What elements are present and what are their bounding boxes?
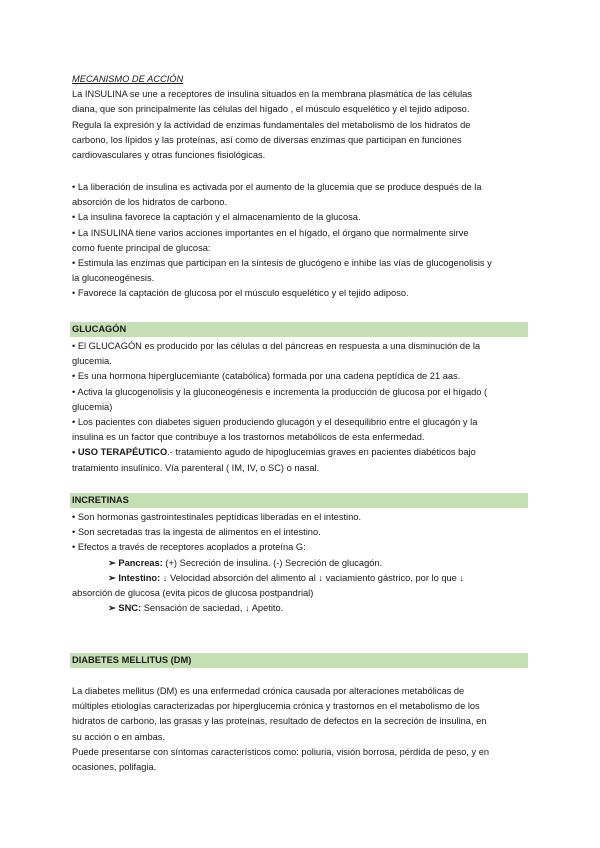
glucagon-line: • Activa la glucogenolisis y la gluconeogénesis e incrementa la producción de glucosa por el hígado ( [72, 386, 488, 397]
pancreas-text: (+) Secreción de insulina. (-) Secreción de glucagón. [162, 557, 383, 568]
snc-label: ➢ SNC: [108, 603, 142, 614]
bullet-line: como fuente principal de glucosa: [72, 242, 211, 253]
diabetes-section [72, 684, 528, 775]
mecanismo-line: La INSULINA se une a receptores de insulina situados en la membrana plasmática de las células [72, 89, 472, 100]
glucagon-title: GLUCAGÓN [72, 324, 127, 334]
incretinas-line: • Efectos a través de receptores acoplados a proteína G: [72, 542, 306, 553]
bullet-line: absorción de los hidratos de carbono. [72, 197, 228, 208]
glucagon-line: insulina es un factor que contribuye a los trastornos metabólicos de esta enfermedad. [72, 432, 425, 443]
pancreas-label: ➢ Pancreas: [108, 557, 163, 568]
mecanismo-line: diana, que son principalmente las células del hígado , el músculo esquelético y el tejido adiposo. [72, 104, 470, 115]
glucagon-line: glucemia. [72, 356, 112, 367]
mecanismo-bullets [72, 180, 528, 302]
glucagon-line: • Es una hormona hiperglucemiante (catabólica) formada por una cadena peptídica de 21 aas. [72, 371, 461, 382]
glucagon-heading-band [70, 322, 528, 337]
mecanismo-section [72, 72, 528, 163]
glucagon-line: glucemia) [72, 401, 113, 412]
diabetes-line: La diabetes mellitus (DM) es una enfermedad crónica causada por alteraciones metabólicas de [72, 686, 465, 696]
mecanismo-title: MECANISMO DE ACCIÓN [72, 74, 184, 84]
bullet-line: • La insulina favorece la captación y el almacenamiento de la glucosa. [72, 212, 361, 223]
snc-line [72, 601, 528, 616]
diabetes-title: DIABETES MELLITUS (DM) [72, 655, 192, 665]
intestino-line [72, 571, 528, 586]
diabetes-line: Puede presentarse con síntomas característicos como: poliuria, visión borrosa, pérdida de peso, y en [72, 746, 490, 757]
snc-text: Sensación de saciedad, ↓ Apetito. [141, 603, 284, 614]
incretinas-line: • Son secretadas tras la ingesta de alimentos en el intestino. [72, 527, 321, 538]
incretinas-section [72, 510, 528, 616]
diabetes-line: múltiples etiologías caracterizadas por hiperglucemia crónica y trastornos en el metabolismo de los [72, 701, 480, 712]
bullet-line: • La INSULINA tiene varios acciones importantes en el hígado, el órgano que normalmente sirve [72, 227, 469, 238]
glucagon-line: • Los pacientes con diabetes siguen produciendo glucagón y el desequilibrio entre el glucagón y la [72, 417, 478, 428]
uso-terapeutico-line [72, 445, 528, 460]
diabetes-line: ocasiones, polifagia. [72, 762, 157, 773]
glucagon-line: tratamiento insulínico. Vía parenteral ( IM, IV, o SC) o nasal. [72, 462, 320, 473]
glucagon-section [72, 339, 528, 476]
diabetes-line: hidratos de carbono, las grasas y las proteínas, resultado de defectos en la secreción de insulina, en [72, 716, 487, 727]
intestino-line-2: absorción de glucosa (evita picos de glucosa postpandrial) [72, 588, 314, 599]
bullet-line: • Estimula las enzimas que participan en la síntesis de glucógeno e inhibe las vías de glucogenolisis y [72, 258, 492, 269]
uso-terapeutico-label: • USO TERAPÉUTICO [72, 447, 168, 458]
incretinas-title: INCRETINAS [72, 495, 129, 505]
glucagon-line: • El GLUCAGÓN es producido por las células α del páncreas en respuesta a una disminución de la [72, 341, 481, 351]
intestino-text: ↓ Velocidad absorción del alimento al ↓ vaciamiento gástrico, por lo que ↓ [160, 572, 465, 583]
mecanismo-line: cardiovasculares y otras funciones fisiológicas. [72, 150, 266, 161]
intestino-label: ➢ Intestino: [108, 572, 161, 583]
bullet-line: la gluconeogénesis. [72, 273, 155, 284]
bullet-line: • La liberación de insulina es activada por el aumento de la glucemia que se produce después de la [72, 182, 482, 192]
incretinas-line: • Son hormonas gastrointestinales peptídicas liberadas en el intestino. [72, 512, 362, 522]
diabetes-line: su acción o en ambas. [72, 731, 166, 742]
uso-terapeutico-text: .- tratamiento agudo de hipoglucemias graves en pacientes diabéticos bajo [167, 447, 476, 458]
bullet-line: • Favorece la captación de glucosa por el músculo esquelético y el tejido adiposo. [72, 288, 409, 299]
incretinas-heading-band [70, 493, 528, 508]
mecanismo-line: carbono, los lípidos y las proteínas, así como de diversas enzimas que participan en funciones [72, 134, 462, 145]
pancreas-line [72, 556, 528, 571]
mecanismo-line: Regula la expresión y la actividad de enzimas fundamentales del metabolismo de los hidratos de [72, 119, 471, 130]
